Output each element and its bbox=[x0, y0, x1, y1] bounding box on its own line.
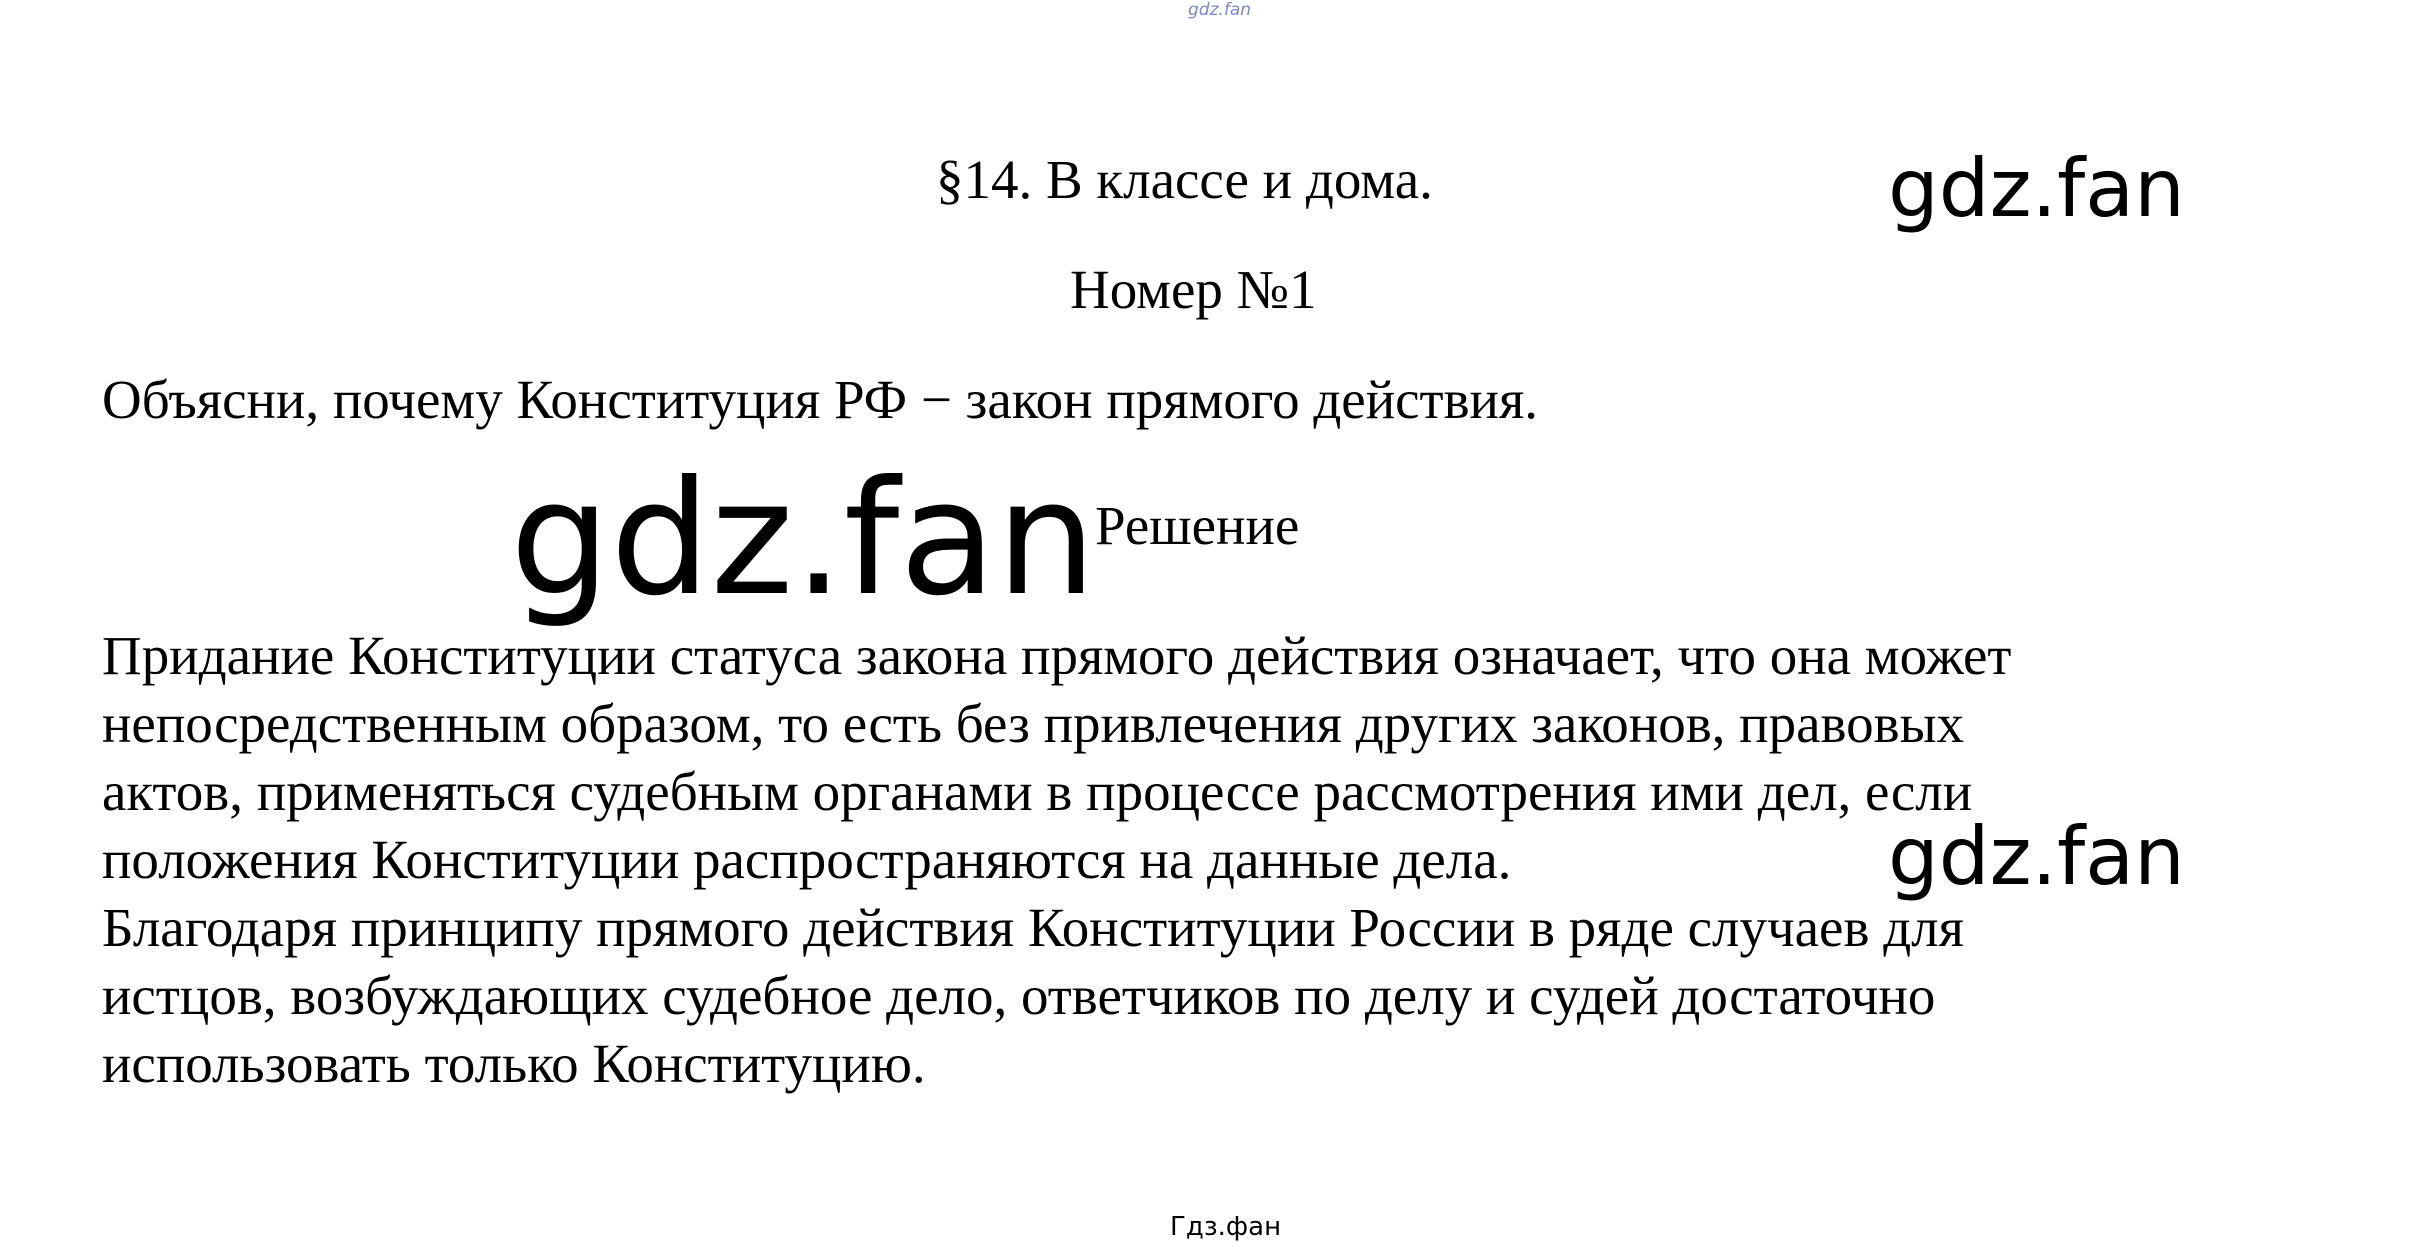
solution-line: актов, применяться судебным органами в процессе рассмотрения ими дел, если bbox=[102, 761, 1973, 822]
question-text: Объясни, почему Конституция РФ − закон прямого действия. bbox=[102, 369, 1539, 430]
footer-watermark: Гдз.фан bbox=[1170, 1212, 1282, 1242]
solution-line: непосредственным образом, то есть без привлечения других законов, правовых bbox=[102, 693, 1965, 754]
watermark-large: gdz.fan bbox=[510, 447, 1097, 631]
solution-line: использовать только Конституцию. bbox=[102, 1033, 926, 1094]
solution-line: Придание Конституции статуса закона прямого действия означает, что она может bbox=[102, 625, 2012, 686]
solution-line: истцов, возбуждающих судебное дело, ответчиков по делу и судей достаточно bbox=[102, 965, 1936, 1026]
watermark-top-small: gdz.fan bbox=[1188, 0, 1252, 20]
exercise-number: Номер №1 bbox=[1070, 259, 1317, 320]
solution-line: Благодаря принципу прямого действия Конституции России в ряде случаев для bbox=[102, 897, 1964, 958]
solution-heading: Решение bbox=[1095, 495, 1300, 556]
watermark-mid-right: gdz.fan bbox=[1888, 810, 2185, 903]
solution-line: положения Конституции распространяются на данные дела. bbox=[102, 829, 1512, 890]
watermark-top-right: gdz.fan bbox=[1888, 142, 2185, 235]
section-title: §14. В классе и дома. bbox=[936, 149, 1433, 210]
